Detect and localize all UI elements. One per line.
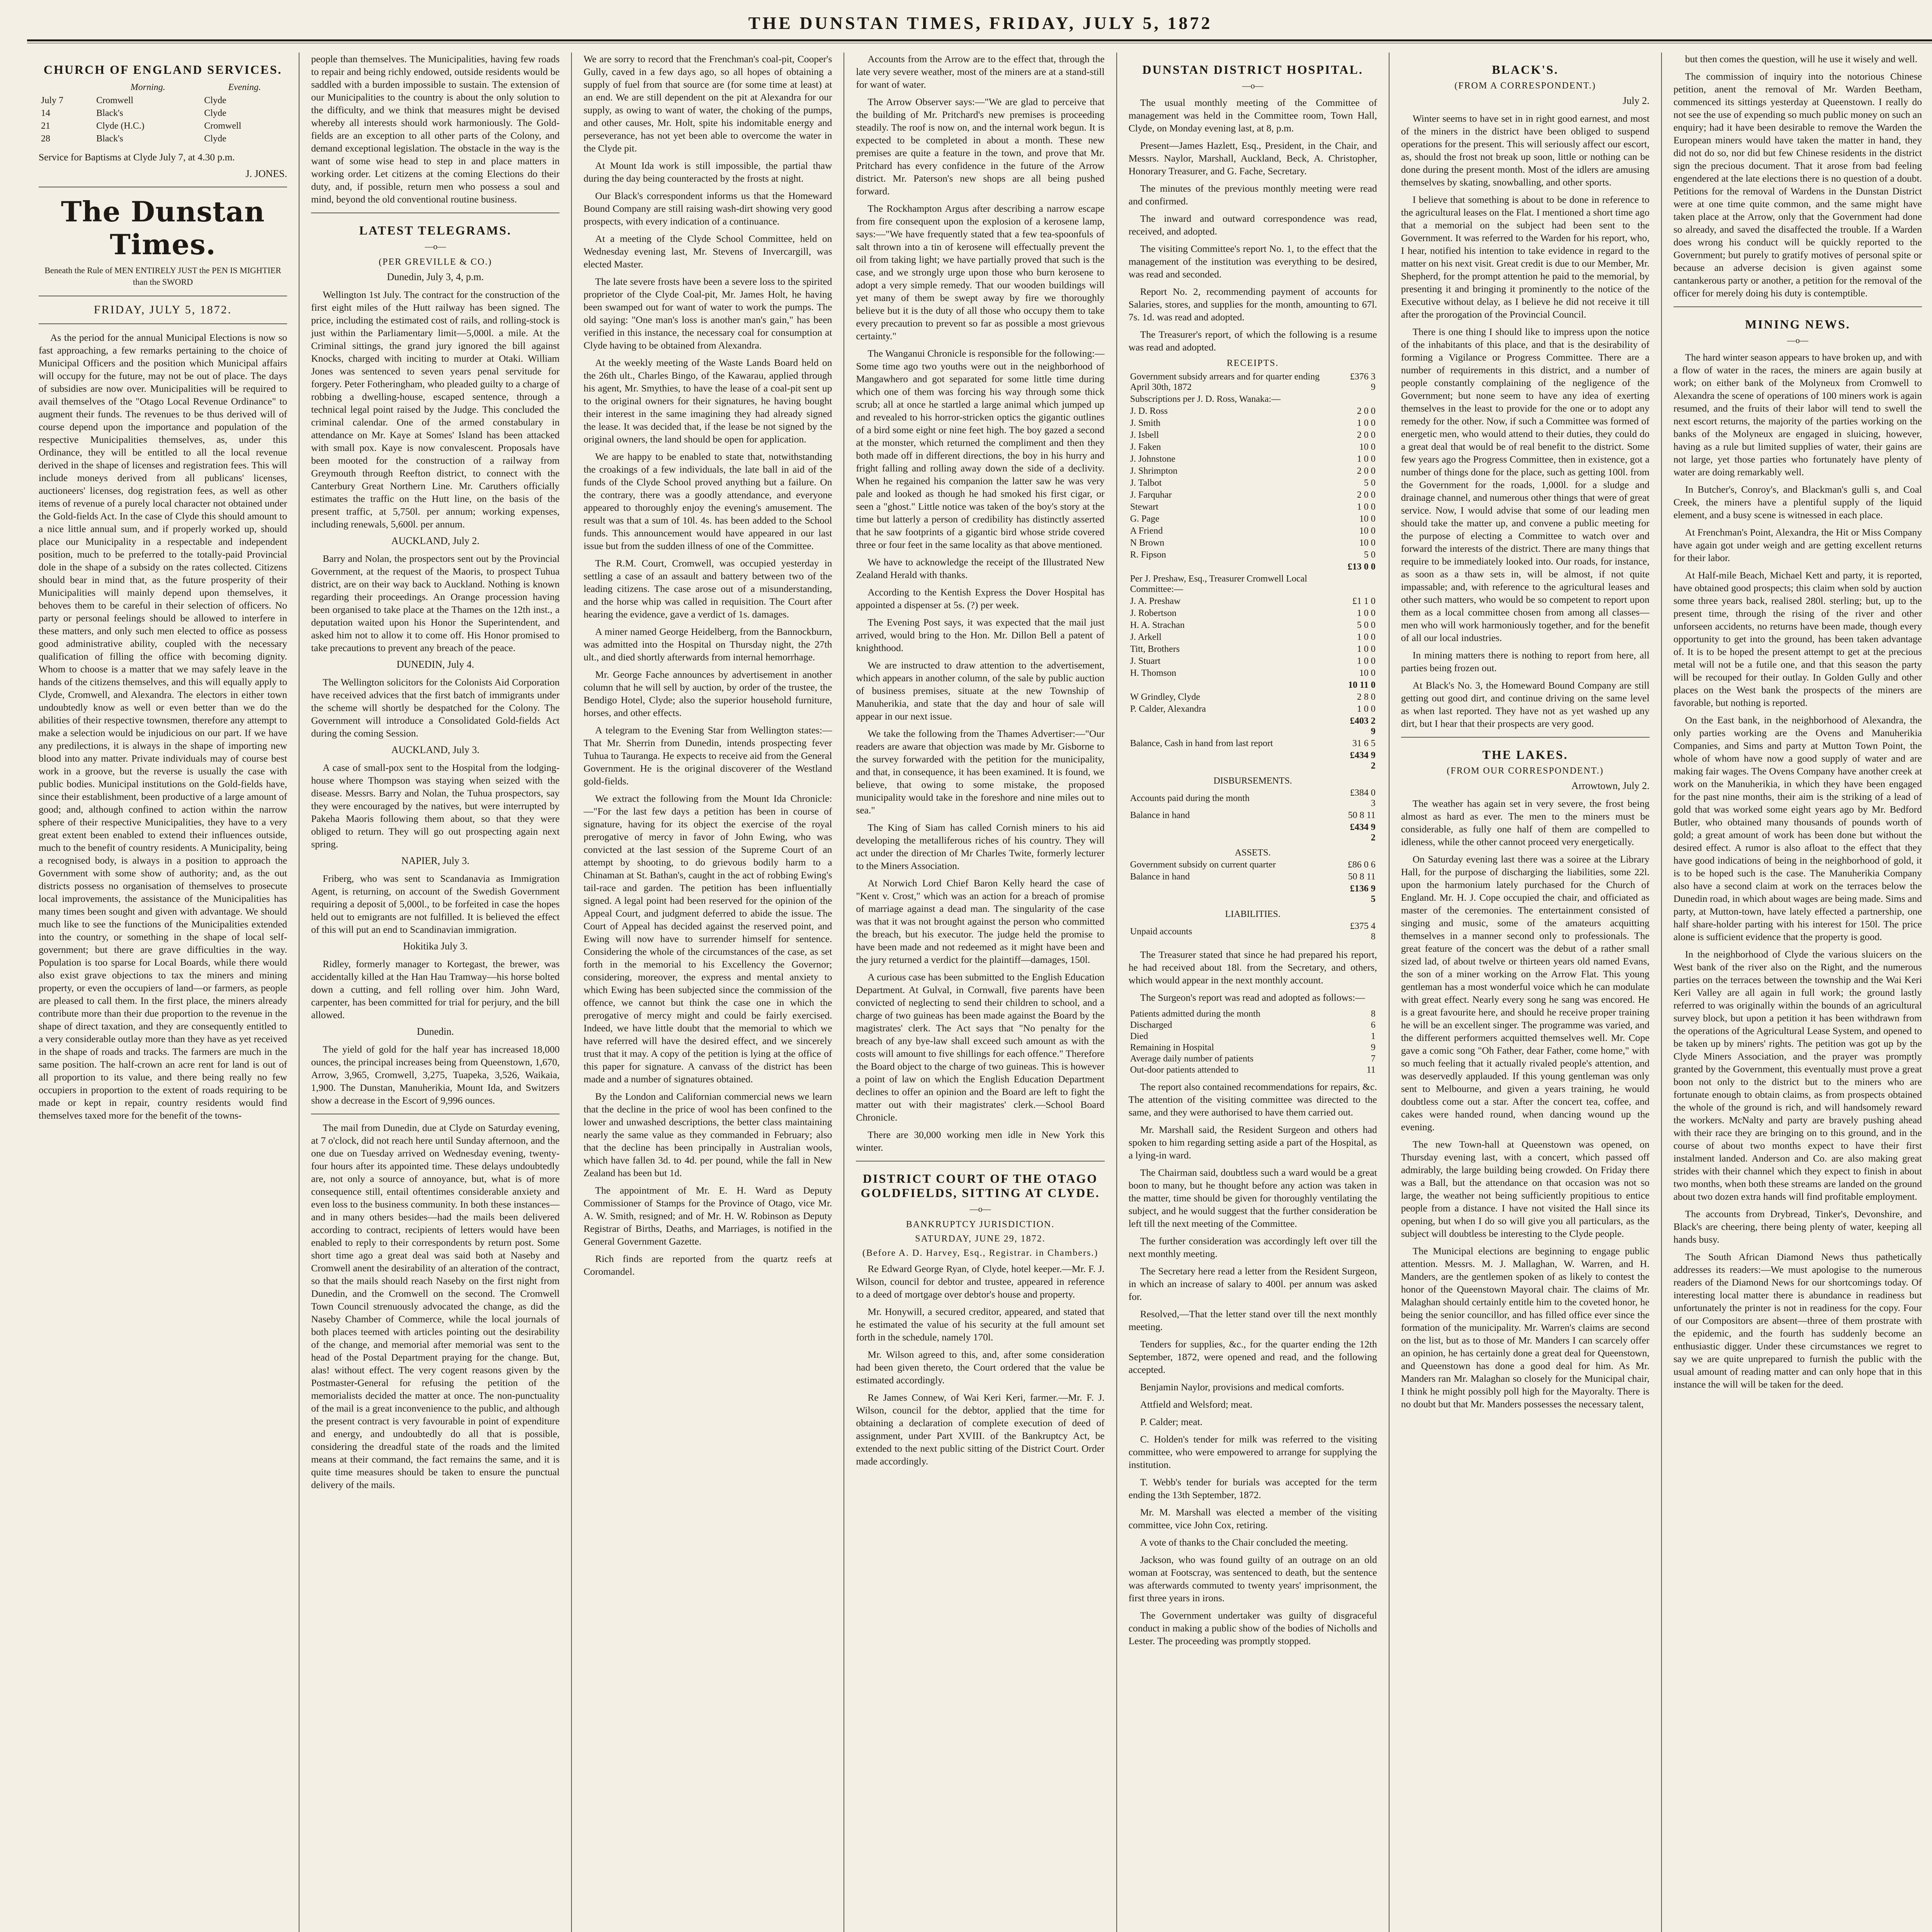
table-row: J. Isbell 2 0 0 (1130, 430, 1376, 440)
table-row: J. Robertson 1 0 0 (1130, 608, 1376, 618)
total-row: £434 9 2 (1350, 750, 1376, 771)
hospital-paragraph: The Government undertaker was guilty of disgraceful conduct in making a public show of the bodies of Nicholls and Lester. The proceeding was promptly stopped. (1128, 1610, 1377, 1646)
news-paragraph: We take the following from the Thames Advertiser:—"Our readers are aware that objection was made by Mr. Gisborne to the survey forwarded with the petition for the municipality, and that, in consequence, it has been examined. It is found, we believe, that owing to some mistake, the proposed municipality would take in the foreshore and nine miles out to sea." (856, 728, 1105, 816)
hospital-paragraph: The Treasurer stated that since he had prepared his report, he had received about 18l. from the Secretary, and others, which would appear in the next monthly account. (1128, 949, 1377, 986)
news-paragraph: Rich finds are reported from the quartz reefs at Coromandel. (583, 1253, 832, 1277)
court-before: (Before A. D. Harvey, Esq., Registrar. in Chambers.) (862, 1248, 1099, 1258)
mining-paragraph: The accounts from Drybread, Tinker's, Devonshire, and Black's are cheering, there being plenty of water, keeping all hands busy. (1673, 1208, 1922, 1245)
table-row: P. Calder, Alexandra 1 0 0 (1130, 704, 1376, 714)
news-paragraph: We extract the following from the Mount Ida Chronicle:—"For the last few days a petition has been in course of signature, having for its object the exercise of the royal prerogative of mercy in favor of John Ewing, who was convicted at the last session of the Supreme Court of an attempt by shooting, to do grievous bodily harm to a Chinaman at St. Bathan's, caught in the act of robbing Ewing's tail-race and garden. The petition has been influentially signed. A legal point had been reserved for the opinion of the Appeal Court, and judgment deferred to abide the issue. The Court of Appeal has decided against the reserved point, and Ewing will now have to surrender himself for sentence. Considering the whole of the circumstances of the case, as set forth in the memorial to his Excellency the Governor; considering, moreover, the express and mental anxiety to which Ewing has been subjected since the commission of the offence, we cannot but think the case one in which the prerogative of mercy might and could be fairly exercised. Indeed, we have little doubt that the memorial to which we have referred will have the desired effect, and we sincerely trust that it may. A copy of the petition is lying at the office of this paper for signature. A canvass of the district has been made and a number of signatures obtained. (583, 793, 832, 1085)
account-section-title: DISBURSEMENTS. (1213, 776, 1292, 786)
table-row: Subscriptions per J. D. Ross, Wanaka:— (1130, 394, 1281, 404)
telegrams-heading: LATEST TELEGRAMS. (359, 223, 512, 237)
table-row: J. A. Preshaw £1 1 0 (1130, 596, 1376, 606)
news-paragraph: We have to acknowledge the receipt of the Illustrated New Zealand Herald with thanks. (856, 556, 1105, 580)
lakes-text (1401, 797, 1650, 1410)
hospital-accounts (1129, 371, 1377, 943)
news-paragraph: Accounts from the Arrow are to the effect that, through the late very severe weather, most of the miners are at a stand-still for want of water. (856, 53, 1105, 90)
telegram-place: Dunedin. (417, 1026, 454, 1037)
total-row: £136 9 5 (1350, 884, 1376, 904)
mining-paragraph: The South African Diamond News thus pathetically addresses its readers:—We must apologise to the numerous readers of the Diamond News for our shortcomings today. Of interesting local matter there is abundance in readiness but unfortunately the printer is not in readiness for the copy. Four of our Compositors are absent—three of them prostrate with the epidemic, and the fourth has suddenly become an enthusiastic digger. Under these circumstances we regret to say we are quite unprepared to furnish the public with the usual amount of reading matter and can only hope that in this instance the will will be taken for the deed. (1673, 1251, 1922, 1390)
news-paragraph: Mr. George Fache announces by advertisement in another column that he will sell by auction, by order of the trustee, the Bendigo Hotel, Clyde; also the superior household furniture, horses, and other effects. (583, 669, 832, 718)
lakes-paragraph: On Saturday evening last there was a soiree at the Library Hall, for the purpose of discharging the liabilities, some 22l. upon the harmonium lately purchased for the Church of England. Mr. H. J. Cope occupied the chair, and officiated as master of the ceremonies. The entertainment consisted of singing and music, some of the amateurs acquitting themselves in a manner second only to professionals. The great feature of the concert was the debut of a rather small sized lad, of about twelve or thirteen years old named Evans, the son of a miner working on the Arrow Flat. This young gentleman has a most wonderful voice which he can modulate with great effect. Nearly every song he sang was encored. He is a great favourite here, and should he receive proper training he will be an excellent singer. The programme was varied, and the different performers acquitted themselves well. Mr. Cope gave a comic song "Oh Father, dear Father, come home," with so much feeling that it actually rivaled people's attention, and was deservedly applauded. If this young gentleman was only sent to Melbourne, and given a years training, he would doubtless come out a star. After the concert tea, coffee, and cakes were handed round, when dancing wound up the evening. (1401, 854, 1650, 1133)
col-morning: Morning. (130, 82, 165, 92)
hospital-heading: DUNSTAN DISTRICT HOSPITAL. (1142, 63, 1363, 77)
hospital-paragraph: Report No. 2, recommending payment of accounts for Salaries, stores, and supplies for the month, amounting to 67l. 7s. 1d. was read and adopted. (1128, 286, 1377, 323)
subtotal-row: £13 0 0 (1347, 562, 1376, 572)
hospital-paragraph: Tenders for supplies, &c., for the quarter ending the 12th September, 1872, were opened and read, and the following accepted. (1128, 1338, 1377, 1375)
hospital-paragraph: Jackson, who was found guilty of an outrage on an old woman at Footscray, was sentenced to death, but the sentence was afterwards commuted to twenty years' imprisonment, the first three years in irons. (1128, 1554, 1377, 1604)
telegram-text: Ridley, formerly manager to Kortegast, the brewer, was accidentally killed at the Han Hau Tramway—his horse bolted down a cutting, and fell rolling over him. John Ward, carpenter, has been committed for trial for perjury, and the bill allowed. (311, 958, 560, 1020)
divider (1401, 737, 1650, 738)
hospital-text (1129, 96, 1377, 354)
telegram-text: Friberg, who was sent to Scandanavia as Immigration Agent, is returning, on account of the Swedish Government requiring a deposit of 5,000l., to be forfeited in case the hopes held out to emigrants are not fulfilled. It is believed the effect of this will put an end to Scandinavian immigration. (311, 873, 560, 935)
table-row: J. Shrimpton 2 0 0 (1130, 466, 1376, 476)
lakes-paragraph: The Municipal elections are beginning to engage public attention. Messrs. M. J. Mallaghan, W. Warren, and H. Manders, are the gentlemen spoken of as likely to contest the honor of the Queenstown Mayoral chair. The claims of Mr. Malaghan should certainly entitle him to the coveted honor, he being the senior councillor, and has filled office ever since the formation of the municipality. Mr. Warren's claims are second on the list, but as to those of Mr. Manders I can scarcely offer an opinion, he has certainly done a great deal for Queenstown, and Queenstown has done a good deal for him. As Mr. Manders ran Mr. Malaghan so closely for the Municipal chair, I think he might possibly poll high for the Mayoralty. There is no doubt but that Mr. Manders possesses the necessary talent, (1401, 1245, 1650, 1410)
editorial-paragraph: As the period for the annual Municipal Elections is now so fast approaching, a few remarks pertaining to the choice of Municipal Officers and the position which Municipal affairs will occupy for the future, may not be out of place. The days of subsidies are now over. Municipalities will be required to avail themselves of the "Otago Local Revenue Ordinance" to augment their funds. The revenues to be thus derived will of course depend upon the importance and population of the respective Municipalities themselves, as, under this Ordinance, they will be entitled to all the local revenue derived in the shape of licenses and registration fees. This will include moneys derived from all publicans' licenses, auctioneers' licenses, dog registration fees, as well as other items of revenue of a purely local character not obtained under the Gold-fields Act. In the case of Clyde this should amount to a nice little annual sum, and if properly worked up, should place our Municipality in a respectable and independent position, much to be preferred to the totally-paid Provincial dole in the shape of a subsidy on the rates collected. Citizens should bear in mind that, as the future prosperity of their Municipalities will mainly depend upon themselves, it behoves them to be careful in their selection of officers. No party or personal feelings should be allowed to interfere in these matters, and only such men elected to office as possess good administrative ability, coupled with the necessary qualification of filling the office with becoming dignity. Whom to choose is a matter that we may safely leave in the hands of the citizens themselves, and this will equally apply to Clyde, Cromwell, and Alexandra. The electors in either town undoubtedly know as well or even better than we do the abilities of their respective townsmen, therefore any attempt to make a selection would be injudicious on our part. If we have any predilections, it is always in the shape of importing new blood into any matter. Private individuals may of course best work in a groove, but the reverse is usually the case with public bodies. Municipal institutions on the Gold-fields have, since their establishment, been productive of a large amount of good; and, although confined to action within the narrow sphere of their respective Municipalities, they have to a very great extent been enabled to extend their influences outside, much to the benefit of country residents. A Municipality, being a recognised body, is always in a position to approach the Government with some show of authority; and, as the out districts possess no organisation of themselves to prosecute local improvements, the assistance of the Municipalities has many times been sought and given with advantage. We should much like to see the functions of the Municipalities extended into the country, or something in the shape of local self-government; but there are grave difficulties in the way. Population is too sparse for Local Boards, while there would also exist grave objections to tax the miners and mining property, or even the occupiers of land—or farmers, as people are pleased to call them. In the first place, the miners already contribute more than their due proportion to the revenue in the shape of direct taxation, and they are consequently entitled to a very considerable outlay more than they have as yet received in the shape of roads and tracks. The farmers are much in the same position. The half-crown an acre rent for land is out of all proportion to its value, and there being really no few occupiers in proportion to the extent of roads requiring to be made or kept in repair, country residents would find themselves taxed more for the benefit of the towns- (39, 332, 287, 1121)
news-paragraph: The R.M. Court, Cromwell, was occupied yesterday in settling a case of an assault and battery between two of the leading citizens. The case arose out of a misunderstanding, and the horse whip was called in requisition. The Court after hearing the evidence, gave a verdict of 1s. damages. (583, 558, 832, 620)
lakes-continued (1673, 53, 1922, 299)
mining-paragraph: In the neighborhood of Clyde the various sluicers on the West bank of the river also on the Right, and the numerous parties on the terraces between the township and the Wai Keri Keri Valley are all again in full work; the ground lastly referred to was originally within the bounds of an agricultural survey block, but upon a petition it has been withdrawn from the operations of the Agricultural Lease System, and opened to be taken up by miners' rights. The petition was got up by the Clyde Miners Association, and the prayer was promptly granted by the Government, this eventually must prove a great boon not only to the district but to the miners who are fortunate enough to obtain claims, as from prospects obtained the whole of the ground is rich, and will handsomely reward the workers. McNalty and party are bravely pushing ahead with their race they are bringing on to this ground, and in the course of about two months expect to have their first instalment landed. Anderson and Co. are also making great strides with their channel which they expect to finish in about two months, when both these streams are landed on the ground about two dozen extra hands will find profitable employment. (1673, 949, 1922, 1202)
court-date: SATURDAY, JUNE 29, 1872. (915, 1234, 1046, 1244)
col-evening: Evening. (228, 82, 261, 92)
hospital-paragraph: T. Webb's tender for burials was accepted for the term ending the 13th September, 1872. (1128, 1476, 1377, 1500)
column-6 (1389, 53, 1662, 1932)
court-paragraph: Re James Connew, of Wai Keri Keri, farmer.—Mr. F. J. Wilson, council for the debtor, applied that the time for obtaining a declaration of complete execution of deed of assignment, under Part XVIII. of the Bankruptcy Act, be extended to the next public sitting of the District Court. Order made accordingly. (856, 1392, 1105, 1467)
hospital-paragraph: The minutes of the previous monthly meeting were read and confirmed. (1128, 183, 1377, 207)
telegram-text: The yield of gold for the half year has increased 18,000 ounces, the principal increases being from Queenstown, 1,670, Arrow, 3,965, Cromwell, 3,275, Tuapeka, 3,526, Waikaia, 1,900. The Dunstan, Manuherikia, Mount Ida, and Switzers show a decrease in the Escort of 9,996 ounces. (311, 1044, 560, 1106)
receipts-title: RECEIPTS. (1226, 358, 1279, 368)
telegram-text: The Wellington solicitors for the Colonists Aid Corporation have received advices that the first batch of immigrants under the scheme will shortly be despatched for the Colony. The Government will introduce a Consolidated Gold-fields Act during the coming Session. (311, 677, 560, 739)
table-row: J. Stuart 1 0 0 (1130, 656, 1376, 666)
news-paragraph: The appointment of Mr. E. H. Ward as Deputy Commissioner of Stamps for the Province of Otago, vice Mr. A. W. Smith, resigned; and of Mr. H. W. Robinson as Deputy Registrar of Births, Deaths, and Marriages, is notified in the General Government Gazette. (583, 1185, 832, 1247)
news-paragraph: At Norwich Lord Chief Baron Kelly heard the case of "Kent v. Crost," which was an action for a breach of promise of marriage against a dead man. The singularity of the case was that it was not brought against the person who committed the breach, but his executor. The judge held the promise to have been made and not redeemed as it might have been and the jury returned a verdict for the plaintiff—damages, 150l. (856, 878, 1105, 965)
mining-paragraph: The hard winter season appears to have broken up, and with a flow of water in the races, the miners are again busily at work; on either bank of the Molyneux from Cromwell to Alexandra the scene of operations of 100 miners work is again resumed, and the fruits of their labor will tend to swell the next escort returns, the majority of the parties working on the banks of the Molyneux are engaged in sluicing, however, having as a rule but limited supplies of water, their gains are not large, yet those parties who fortunately have plenty of water are doing remarkably well. (1673, 352, 1922, 478)
blacks-subheading: (FROM A CORRESPONDENT.) (1454, 81, 1596, 91)
hospital-paragraph: Attfield and Welsford; meat. (1140, 1399, 1253, 1410)
news-paragraph: The commission of inquiry into the notorious Chinese petition, anent the removal of Mr. Warden Beetham, commenced its sittings yesterday at Queenstown. I really do not see the use of expending so much public money on such an enquiry; had it have been desirable to remove the Warden the European miners would have taken the matter in hand, they did not do so, nor did but few Chinese residents in the district sign the precious document. That it arose from bad feeling engendered at the late elections there is no question of a doubt. Petitions for the removal of Wardens in the Dunstan District were at one time quite common, and the same might have taken place at the Arrow, only that the Government had done so already, and saved the disaffected the trouble. If a Warden does wrong his conduct will be quickly reported to the Government; but purely to gratify motives of personal spite or because an adverse decision is given against some cantankerous party or another, a petition for the removal of the officer for merely doing his duty is contemptible. (1673, 71, 1922, 299)
hospital-paragraph: The Surgeon's report was read and adopted as follows:— (1140, 992, 1365, 1003)
blacks-paragraph: There is one thing I should like to impress upon the notice of the inhabitants of this place, and that is the desirability of forming a Vigilance or Progress Committee. There are a number of requirements in this district, and a number of people constantly complaining of the negligence of the Government; but none seem to have any idea of exerting themselves in the least to provide for the one or to adopt any remedy for the other. Now, if such a Committee was formed of energetic men, who would attend to their duties, they could do a great deal that would be of real benefit to the district. Some few years ago the Progress Committee, then in existence, got a number of things done for the place, such as getting 100l. from the Government for the roads, 1,000l. for a sludge and drainage channel, and numerous other things that were of great service. Now, I would advise that some of our leading men should take the matter up, and convene a public meeting for the purpose of electing a Committee to watch over and forward the interests of the district. There are many things that require to be immediately looked into. Our roads, for instance, as soon as a thaw sets in, will be almost, if not quite impassable; and, with reference to the agricultural leases and other such matters, who would be so competent to report upon them as a local committee chosen from among all classes—men who will work harmoniously together, and for the benefit of all our local industries. (1401, 326, 1650, 643)
table-row: Per J. Preshaw, Esq., Treasurer Cromwell Local Committee:— (1130, 574, 1307, 594)
hospital-text-3 (1129, 1080, 1377, 1647)
table-row: J. Faken 10 0 (1130, 442, 1376, 452)
table-row: Balance in hand 50 8 11 (1130, 810, 1376, 820)
blacks-paragraph: I believe that something is about to be done in reference to the agricultural leases on the Flat. I mentioned a short time ago that a memorial on the subject had been sent to the Government. It was referred to the Warden for his report, who, I hear, notified his intention to take evidence in regard to the matter on his next visit. Great credit is due to our Member, Mr. Shepherd, for the prompt attention he paid to the memorial, by presenting it and bringing it prominently to the notice of the Executive without delay, as I believe he did not receive it till after the prorogation of the Provincial Council. (1401, 194, 1650, 320)
table-row: J. Johnstone 1 0 0 (1130, 454, 1376, 464)
hospital-paragraph: The Treasurer's report, of which the following is a resume was read and adopted. (1128, 329, 1377, 353)
table-row: Titt, Brothers 1 0 0 (1130, 644, 1376, 654)
hospital-paragraph: Resolved,—That the letter stand over till the next monthly meeting. (1128, 1308, 1377, 1332)
hospital-paragraph: The Secretary here read a letter from the Resident Surgeon, in which an increase of salary to 400l. per annum was asked for. (1128, 1265, 1377, 1302)
lakes-date: Arrowtown, July 2. (1571, 780, 1650, 791)
table-row: J. Smith 1 0 0 (1130, 418, 1376, 428)
news-paragraph: Our Black's correspondent informs us that the Homeward Bound Company are still raising wash-dirt showing very good prospects, with every indication of a continuance. (583, 190, 832, 227)
table-row: 14 Black's Clyde (41, 108, 226, 118)
telegram-text: A case of small-pox sent to the Hospital from the lodging-house where Thompson was staying when seized with the disease. Messrs. Barry and Nolan, the Tuhua prospectors, say they were encouraged by the natives, but were interrupted by Pakeha Maoris following them about, so that they were obliged to return. They will go out prospecting again next spring. (311, 762, 560, 850)
telegram-text: Wellington 1st July. The contract for the construction of the first eight miles of the Hutt railway has been signed. The price, including the estimated cost of rails, and rolling-stock is just within the Parliamentary limit—5,000l. a mile. At the Criminal sittings, the grand jury ignored the bill against Knocks, charged with inciting to murder at Otaki. William Jones was sentenced to seven years penal servitude for forgery. Peter Fotheringham, who pleaded guilty to a charge of robbing a dwelling-house, escaped sentence, through a technical legal point raised by the Judge. This concluded the criminal calendar. One of the armed constabulary in attendance on Mr. Kaye at Somes' Island has been attacked with small pox. Kaye is now convalescent. Proposals have been mooted for the construction of a railway from Greymouth through Reefton district, to connect with the Canterbury Great Northern Line. Mr. Caruthers officially estimates the traffic on the Hutt line, on the basis of the present traffic, at 5,750l. per annum; working expenses, including renewals, 5,600l. per annum. (311, 289, 560, 530)
news-paragraph: A miner named George Heidelberg, from the Bannockburn, was admitted into the Hospital on Thursday night, the 27th ult., and died shortly afterwards from internal hemorrhage. (583, 626, 832, 663)
lakes-subheading: (FROM OUR CORRESPONDENT.) (1447, 766, 1604, 776)
table-row: J. Arkell 1 0 0 (1130, 632, 1376, 642)
account-section-title: ASSETS. (1235, 848, 1271, 858)
news-paragraph: According to the Kentish Express the Dover Hospital has appointed a dispenser at 5s. (?) per week. (856, 587, 1105, 611)
table-row: Accounts paid during the month £384 0 3 (1130, 788, 1376, 808)
column-1 (27, 53, 299, 1932)
telegram-place: DUNEDIN, July 4. (396, 659, 474, 670)
ornament-dash: —o— (1242, 81, 1264, 90)
telegram-place: Dunedin, July 3, 4, p.m. (387, 271, 484, 282)
lakes-paragraph: The new Town-hall at Queenstown was opened, on Thursday evening last, with a concert, which passed off admirably, the large building being crowded. On Friday there was a Ball, but the attendance on that occasion was not so large, the weather not being sufficiently propitious to entice people from a distance. I have not visited the Hall since its opening, but when I do so will give you all particulars, as the subject will doubtless be interesting to the Clyde people. (1401, 1139, 1650, 1239)
column-4 (844, 53, 1117, 1932)
hospital-paragraph: The further consideration was accordingly left over till the next monthly meeting. (1128, 1235, 1377, 1259)
court-paragraph: Mr. Wilson agreed to this, and, after some consideration had been given thereto, the Court ordered that the value be estimated accordingly. (856, 1349, 1105, 1386)
columns (27, 53, 1932, 1932)
telegram-place: NAPIER, July 3. (401, 855, 469, 866)
lakes-heading: THE LAKES. (1482, 748, 1568, 762)
hospital-paragraph: The Chairman said, doubtless such a ward would be a great boon to many, but he thought before any action was taken in the matter, time should be given for thoroughly ventilating the subject, and he would suggest that the further consideration be left till the next meeting of the Committee. (1128, 1167, 1377, 1229)
divider (39, 323, 287, 324)
blacks-paragraph: In mining matters there is nothing to report from here, all parties being frozen out. (1401, 650, 1650, 673)
table-row: J. Farquhar 2 0 0 (1130, 490, 1376, 500)
nameplate: The Dunstan Times. (61, 195, 265, 261)
table-row: Unpaid accounts £375 4 8 (1130, 921, 1376, 942)
news-paragraph: The late severe frosts have been a severe loss to the spirited proprietor of the Clyde Coal-pit, Mr. James Holt, he having been swamped out for want of water to work the pumps. The old saying: "One man's loss is another man's gain," has been verified in this instance, the necessary coal for consumption at Clyde having to be obtained from Alexandra. (583, 276, 832, 351)
news-paragraph: By the London and Californian commercial news we learn that the decline in the price of wool has been confined to the lower and unwashed descriptions, the better class maintaining nearly the same value as they commanded in February; also that the decline has been principally in Australian wools, which have fallen 3d. to 4d. per pound, while the fall in New Zealand has been but 1d. (583, 1091, 832, 1179)
mining-heading: MINING NEWS. (1745, 317, 1850, 331)
telegram-place: AUCKLAND, July 3. (391, 744, 480, 755)
news-paragraph: We are happy to be enabled to state that, notwithstanding the croakings of a few individuals, the late ball in aid of the funds of the Clyde School proved anything but a failure. On the contrary, there was a goodly attendance, and everyone appeared to thoroughly enjoy the evening's amusement. The result was that a sum of 10l. 4s. has been added to the School funds. This announcement would have appeared in our last issue but from the sudden illness of one of the Committee. (583, 451, 832, 551)
hospital-paragraph: The usual monthly meeting of the Committee of management was held in the Committee room, Town Hall, Clyde, on Monday evening last, at 8, p.m. (1128, 97, 1377, 134)
news-paragraph: The Wanganui Chronicle is responsible for the following:—Some time ago two youths were out in the neighborhood of Mangawhero and got separated for some little time during which one of them was forcing his way through some thick scrub; all at once he startled a large animal which jumped up and revealed to his horror-stricken optics the gigantic outlines of a bird some eight or nine feet high. The boy gazed a second at the monster, which returned the compliment and then they both made off in different directions, the boy in his hurry and fright falling and rolling away down the side of a declivity. When he regained his companion the latter saw he was very pale and looked as though he had smoked his first cigar, or seen a "ghost." Little notice was taken of the boy's story at the time but latterly a person of credibility has distinctly asserted that he saw footprints of a gigantic bird whose stride covered three or four feet in the same locality as that above mentioned. (856, 348, 1105, 550)
blacks-heading: BLACK'S. (1492, 63, 1559, 77)
divider (1673, 306, 1922, 307)
table-row: July 7 Cromwell Clyde (41, 95, 226, 105)
column-2 (299, 53, 572, 1932)
telegram-place: Hokitika July 3. (403, 940, 468, 952)
table-row: Balance, Cash in hand from last report 31 6 5 (1130, 738, 1376, 748)
news-paragraph: A curious case has been submitted to the English Education Department. At Gulval, in Cornwall, five parents have been convicted of neglecting to send their children to school, and a charge of two guineas has been made against the Board by the magistrates' clerk. The Act says that "No penalty for the breach of any bye-law shall exceed such amount as with the costs will amount to five shillings for each offence." Therefore the Board object to the charge of two guineas. This is however a point of law on which the English Education Department declines to offer an opinion and the Board are left to fight the matter out with their magistrates' clerk.—School Board Chronicle. (856, 971, 1105, 1123)
court-text (856, 1262, 1104, 1468)
news-paragraph: There are 30,000 working men idle in New York this winter. (856, 1129, 1105, 1153)
hospital-paragraph: The report also contained recommendations for repairs, &c. The attention of the visiting committee was directed to the same, and they were authorised to have them carried out. (1128, 1081, 1377, 1118)
hospital-paragraph: P. Calder; meat. (1140, 1416, 1203, 1427)
mining-paragraph: At Frenchman's Point, Alexandra, the Hit or Miss Company have again got under weigh and are getting excellent returns for their labor. (1673, 527, 1922, 563)
table-row: H. A. Strachan 5 0 0 (1130, 620, 1376, 630)
table-row: Remaining in Hospital 9 (1130, 1043, 1376, 1053)
running-head: THE DUNSTAN TIMES, FRIDAY, JULY 5, 1872 (748, 13, 1213, 33)
blacks-date: July 2. (1622, 95, 1650, 106)
church-heading: CHURCH OF ENGLAND SERVICES. (43, 63, 282, 77)
court-paragraph: Re Edward George Ryan, of Clyde, hotel keeper.—Mr. F. J. Wilson, council for debtor and trustee, appeared in reference to a deed of mortgage over debtor's house and property. (856, 1263, 1105, 1300)
mail-paragraph: The mail from Dunedin, due at Clyde on Saturday evening, at 7 o'clock, did not reach here until Sunday afternoon, and the one due on Tuesday arrived on Wednesday evening, twenty-four hours after its appointed time. These delays undoubtedly are, not only a source of annoyance, but, what is of more consequence still, entail oftentimes considerable anxiety and even loss to the business community. In both these instances—and in many others besides—had the mails been delivered according to contract, recipients of letters would have been enabled to reply to their correspondents by return post. Some short time ago a great deal was said both at Naseby and Cromwell anent the desirability of an alteration of the contract, so that the mails should reach Naseby on the first night from Dunedin, and the Cromwell on the second. The Cromwell Town Council strenuously advocated the change, as did the Naseby Chamber of Commerce, while the local journals of both places teemed with articles pointing out the desirability of the change, and memorial after memorial was sent to the head of the Postal Department praying for the change. But, alas! without effect. The very cogent reasons given by the Postmaster-General for refusing the petition of the memorialists decided the matter at once. The non-punctuality of the mail is a great inconvenience to the public, and although the present contract is very favourable in point of expenditure and energy, and undoubtedly do all that is possible, considering the dreadful state of the roads and the limited means at their command, the fact remains the same, and it is quite time measures should be taken to ensure the punctual delivery of the mails. (311, 1122, 560, 1490)
court-heading: DISTRICT COURT OF THE OTAGO GOLDFIELDS, SITTING AT CLYDE. (861, 1172, 1100, 1200)
news-paragraph: The Rockhampton Argus after describing a narrow escape from fire consequent upon the explosion of a kerosene lamp, says:—"We have frequently stated that a few tea-spoonfuls of salt thrown into a tin of kerosene will effectually prevent the oil from taking light; we have partially proved that such is the case, and we strongly urge upon those who burn kerosene to adopt a very simple remedy. That our wooden buildings will yet many of them be swept away by fire we thoroughly believe but it is the duty of all those who occupy them to take every precaution to prevent so far as possible a most grievous certainty." (856, 203, 1105, 342)
column-5 (1117, 53, 1389, 1932)
ornament-dash: —o— (425, 242, 446, 251)
account-section-title: LIABILITIES. (1225, 909, 1281, 919)
church-signature: J. JONES. (245, 168, 287, 179)
telegram-place: AUCKLAND, July 2. (391, 535, 480, 546)
table-row: Government subsidy on current quarter £86 0 6 (1130, 860, 1376, 870)
subtotal-row: 10 11 0 (1348, 680, 1376, 690)
blacks-paragraph: At Black's No. 3, the Homeward Bound Company are still getting out good dirt, and continue driving on the same level as when last reported. They have not as yet washed up any dirt, but I hear that their prospects are very good. (1401, 680, 1650, 729)
hospital-paragraph: Mr. M. Marshall was elected a member of the visiting committee, vice John Cox, retiring. (1128, 1507, 1377, 1531)
hospital-text-2 (1129, 948, 1377, 1004)
table-row: 21 Clyde (H.C.) Cromwell (41, 121, 242, 131)
mining-paragraph: On the East bank, in the neighborhood of Alexandra, the only parties working are the Ovens and Manuherikia Companies, and Sims and party at Mutton Town Point, the whole of whom have now a good supply of water and are making fair wages. The Ovens Company have another creek at work on the Manuherikia, in which they have been engaged for the past nine months, their aim is the striking of a lead of gold that was worked some eight years ago by Mr. Bedford Butler, who obtained many thousands of pounds worth of gold; a great amount of work has been done but without the desired effect. A rumor is also afloat to the effect that they have good indications of being in the neighborhood of gold, it is to be hoped such is the case. The Manuherikia Company also have a second claim at work on the terraces below the Dunedin road, in which about wages are being made. Sims and party, at Mutton-town, have lately effected a partnership, one half share-holder parting with his interest for 150l. The price alone is sufficient evidence that the property is good. (1673, 714, 1922, 942)
issue-dateline: FRIDAY, JULY 5, 1872. (94, 303, 232, 316)
church-services-table (39, 81, 287, 145)
telegram-list (311, 271, 560, 1107)
table-row: Balance in hand 50 8 11 (1130, 872, 1376, 882)
table-row: Out-door patients attended to 11 (1130, 1065, 1376, 1075)
mining-paragraph: At Half-mile Beach, Michael Kett and party, it is reported, have obtained good prospects; this claim when sold by auction some three years back, realised 280l. sterling; but, up to the present time, through the rising of the river and other unforseen accidents, no returns have been made, though every opportunity to get into the ground, has been taken advantage of. It is to be hoped the present attempt to get at the precious metal will not be a futile one, and that this season the party will be recouped for their outlay. In Golden Gully and other places on the West bank the prospects of the miners are favorable, but nothing is reported. (1673, 570, 1922, 708)
news-paragraph: We are sorry to record that the Frenchman's coal-pit, Cooper's Gully, caved in a few days ago, so all hopes of obtaining a supply of fuel from that source are (for some time at least) at an end. We are still dependent on the pit at Alexandra for our supply, as owing to want of water, the choking of the pumps, and other causes, Mr. Holt, spite his indomitable energy and perseverance, has not yet been able to overcome the water in the Clyde pit. (583, 53, 832, 154)
news-paragraph: We are instructed to draw attention to the advertisement, which appears in another column, of the sale by public auction of business premises, situate at the new Township of Manuherikia, and state that the day and hour of sale will appear in our next issue. (856, 660, 1105, 722)
news-paragraph: A telegram to the Evening Star from Wellington states:—That Mr. Sherrin from Dunedin, intends prospecting fever Tuhua to Tauranga. He expects to receive aid from the General Government. He is the original discoverer of the Westland gold-fields. (583, 724, 832, 787)
hospital-paragraph: Mr. Marshall said, the Resident Surgeon and others had spoken to him regarding setting aside a part of the Hospital, as a lying-in ward. (1128, 1124, 1377, 1161)
table-row: Patients admitted during the month 8 (1130, 1009, 1376, 1019)
blacks-paragraph: Winter seems to have set in in right good earnest, and most of the miners in the district have been obliged to suspend operations for the present. This will seriously affect our escort, as, should the frost not break up soon, little or nothing can be done during the present month. Most of the idlers are amusing themselves by skating, snowballing, and other sports. (1401, 113, 1650, 188)
church-note: Service for Baptisms at Clyde July 7, at 4.30 p.m. (39, 151, 235, 163)
table-row: Died 1 (1130, 1031, 1376, 1041)
table-row: W Grindley, Clyde 2 8 0 (1130, 692, 1376, 702)
table-row: A Friend 10 0 (1130, 526, 1376, 536)
table-row: G. Page 10 0 (1130, 514, 1376, 524)
hospital-paragraph: Benjamin Naylor, provisions and medical comforts. (1140, 1381, 1344, 1393)
table-row: Discharged 6 (1130, 1020, 1376, 1030)
blacks-text (1401, 112, 1650, 730)
hospital-paragraph: Present—James Hazlett, Esq., President, in the Chair, and Messrs. Naylor, Marshall, Auckland, Beck, A. Christopher, Honorary Treasurer, and G. Fache, Secretary. (1128, 140, 1377, 177)
table-row: H. Thomson 10 0 (1130, 668, 1376, 678)
editorial-paragraph: people than themselves. The Municipalities, having few roads to repair and being richly endowed, outside residents would be saddled with a burden impossible to sustain. The extension of our Municipalities to the country is about the only solution to the difficulty, and we think that measures might be devised whereby all interests should work harmoniously. The Gold-fields are an exception to all other parts of the Colony, and demand exceptional legislation. The obstacle in the way is the want of some wise head to step in and place matters in working order. Let citizens at the coming Elections do their duty, and, if possible, return men who possess a soul and mind, beyond the old conventional routine business. (311, 53, 560, 205)
ornament-dash: —o— (969, 1204, 991, 1214)
ornament-dash: —o— (1787, 335, 1808, 345)
column-3 (572, 53, 844, 1932)
table-row: 28 Black's Clyde (41, 134, 226, 144)
column-7 (1662, 53, 1932, 1932)
news-paragraph: The Evening Post says, it was expected that the mail just arrived, would bring to the Hon. Mr. Dillon Bell a patent of knighthood. (856, 617, 1105, 653)
news-paragraph: At Mount Ida work is still impossible, the partial thaw during the day being counteracted by the frosts at night. (583, 160, 832, 184)
telegrams-credit: (PER GREVILLE & CO.) (379, 257, 492, 267)
hospital-paragraph: C. Holden's tender for milk was referred to the visiting committee, who were empowered to arrange for supplying the institution. (1128, 1434, 1377, 1470)
table-row: Government subsidy arrears and for quarter ending April 30th, 1872 £376 3 9 (1130, 372, 1376, 392)
news-paragraph: The Arrow Observer says:—"We are glad to perceive that the building of Mr. Pritchard's new premises is proceeding steadily. The roof is now on, and the internal work begun. It is expected to be completed in about a month. These new premises are quite a feature in the town, and prove that Mr. Pritchard has every confidence in the future of the Arrow district. Mr. Paterson's new shops are all being pushed forward. (856, 96, 1105, 197)
mining-text (1673, 351, 1922, 1391)
hospital-paragraph: The inward and outward correspondence was read, received, and adopted. (1128, 213, 1377, 237)
lakes-paragraph: The weather has again set in very severe, the frost being almost as hard as ever. The men to the miners must be considerable, as fully one half of them are compelled to idleness, while the other cannot proceed very energetically. (1401, 798, 1650, 847)
table-row: Average daily number of patients 7 (1130, 1054, 1376, 1064)
table-row: Stewart 1 0 0 (1130, 502, 1376, 512)
table-row: N Brown 10 0 (1130, 538, 1376, 548)
total-row: £434 9 2 (1350, 822, 1376, 843)
table-row: R. Fipson 5 0 (1130, 550, 1376, 560)
nameplate-motto: Beneath the Rule of MEN ENTIRELY JUST the PEN IS MIGHTIER than the SWORD (44, 265, 281, 287)
court-paragraph: Mr. Honywill, a secured creditor, appeared, and stated that he estimated the value of his security at the full amount set forth in the schedule, namely 170l. (856, 1306, 1105, 1343)
hospital-paragraph: The visiting Committee's report No. 1, to the effect that the management of the institution was everything to be desired, was read and seconded. (1128, 243, 1377, 280)
mining-paragraph: In Butcher's, Conroy's, and Blackman's gulli s, and Coal Creek, the miners have a plentiful supply of the liquid element, and a busy scene is witnessed in each place. (1673, 484, 1922, 520)
divider (856, 1161, 1104, 1162)
court-subheading: BANKRUPTCY JURISDICTION. (906, 1219, 1055, 1230)
hospital-paragraph: A vote of thanks to the Chair concluded the meeting. (1140, 1537, 1348, 1548)
telegram-text: Barry and Nolan, the prospectors sent out by the Provincial Government, at the request of the Maoris, to prospect Tuhua district, are on their way back to Auckland. Nothing is known regarding their proceedings. An Orange procession having been organised to take place at the Thames on the 12th inst., a deputation waited upon his Honor the Superintendent, and asked him not to allow it to come off. His Honor promised to take precautions to prevent any breach of the peace. (311, 553, 560, 653)
table-row: J. Talbot 5 0 (1130, 478, 1376, 488)
news-paragraph: but then comes the question, will he use it wisely and well. (1685, 53, 1918, 65)
table-row: J. D. Ross 2 0 0 (1130, 406, 1376, 416)
news-paragraph: At a meeting of the Clyde School Committee, held on Wednesday evening last, Mr. Stevens of Invercargill, was elected Master. (583, 233, 832, 270)
masthead-rule (27, 39, 1932, 41)
surgeon-report (1129, 1009, 1377, 1076)
local-news (856, 53, 1104, 1154)
subtotal-row: £403 2 9 (1350, 716, 1376, 736)
news-paragraph: The King of Siam has called Cornish miners to his aid developing the metalliferous riches of his country. They will act under the direction of Mr Charles Twite, formerly lecturer to the Miners Association. (856, 822, 1105, 871)
news-paragraph: At the weekly meeting of the Waste Lands Board held on the 26th ult., Charles Bingo, of the Kawarau, applied through his agent, Mr. Smythies, to have the lease of a coal-pit sent up to the original owners for their signatures, he having bought their interest in the same imagining they had already signed the lease. It was decided that, if the lease be not signed by the original owners, the land should be open for application. (583, 357, 832, 445)
